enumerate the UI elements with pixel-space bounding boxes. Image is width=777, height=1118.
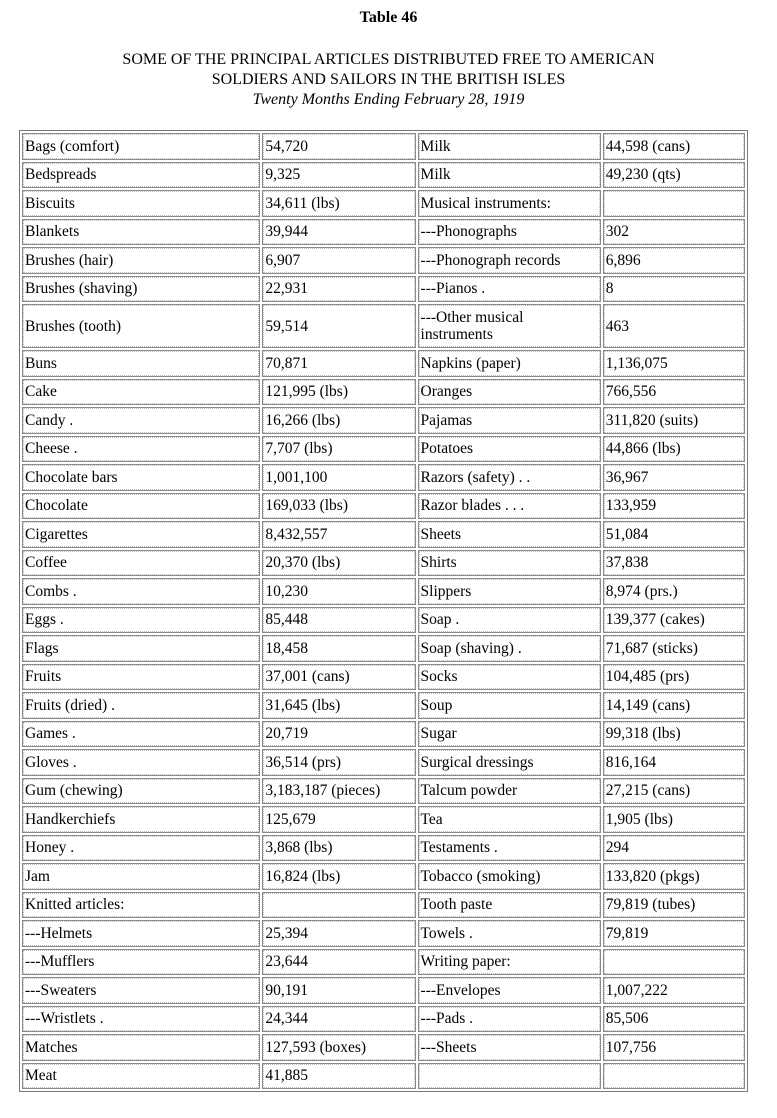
table-row [22, 806, 745, 833]
article-name: Cigarettes [22, 521, 260, 548]
article-name: Combs . [22, 578, 260, 605]
article-quantity: 294 [603, 835, 745, 862]
article-name: Knitted articles: [22, 892, 260, 919]
article-quantity: 24,344 [262, 1006, 415, 1033]
article-quantity [262, 892, 415, 919]
article-quantity: 31,645 (lbs) [262, 692, 415, 719]
article-quantity: 3,868 (lbs) [262, 835, 415, 862]
table-row [22, 350, 745, 377]
article-name: Biscuits [22, 190, 260, 217]
article-quantity: 1,001,100 [262, 464, 415, 491]
article-quantity: 3,183,187 (pieces) [262, 778, 415, 805]
article-quantity: 8,432,557 [262, 521, 415, 548]
table-row [22, 247, 745, 274]
article-name: Towels . [418, 920, 601, 947]
table-row [22, 276, 745, 303]
article-quantity: 34,611 (lbs) [262, 190, 415, 217]
article-quantity: 39,944 [262, 219, 415, 246]
article-name: Tea [418, 806, 601, 833]
table-title: Table 46 [359, 9, 418, 26]
article-quantity: 79,819 (tubes) [603, 892, 745, 919]
table-row [22, 607, 745, 634]
article-name: Surgical dressings [418, 749, 601, 776]
article-name: Shirts [418, 550, 601, 577]
article-quantity: 133,820 (pkgs) [603, 863, 745, 890]
article-quantity: 51,084 [603, 521, 745, 548]
article-quantity: 23,644 [262, 949, 415, 976]
article-quantity: 36,514 (prs) [262, 749, 415, 776]
article-name: Soap . [418, 607, 601, 634]
article-quantity: 139,377 (cakes) [603, 607, 745, 634]
article-quantity: 121,995 (lbs) [262, 379, 415, 406]
article-name: Pajamas [418, 407, 601, 434]
table-row [22, 304, 745, 348]
table-row [22, 550, 745, 577]
article-name: Blankets [22, 219, 260, 246]
table-row [22, 1006, 745, 1033]
article-name: Oranges [418, 379, 601, 406]
table-heading [0, 50, 777, 90]
article-name: ---Helmets [22, 920, 260, 947]
article-name: Candy . [22, 407, 260, 434]
table-row [22, 863, 745, 890]
article-quantity: 85,448 [262, 607, 415, 634]
article-quantity: 22,931 [262, 276, 415, 303]
article-quantity: 79,819 [603, 920, 745, 947]
article-quantity: 54,720 [262, 133, 415, 160]
article-quantity: 463 [603, 304, 745, 348]
article-name: Cake [22, 379, 260, 406]
article-name: Testaments . [418, 835, 601, 862]
heading-line-2: SOLDIERS AND SAILORS IN THE BRITISH ISLES [211, 71, 566, 88]
table-row [22, 493, 745, 520]
article-name: ---Pianos . [418, 276, 601, 303]
article-quantity: 8,974 (prs.) [603, 578, 745, 605]
article-quantity: 8 [603, 276, 745, 303]
article-quantity: 6,907 [262, 247, 415, 274]
article-name: ---Phonographs [418, 219, 601, 246]
article-name: ---Phonograph records [418, 247, 601, 274]
article-name: Milk [418, 162, 601, 189]
article-name: Razor blades . . . [418, 493, 601, 520]
article-name: ---Envelopes [418, 977, 601, 1004]
table-row [22, 892, 745, 919]
article-name: Napkins (paper) [418, 350, 601, 377]
article-name: ---Wristlets . [22, 1006, 260, 1033]
table-row [22, 721, 745, 748]
article-name: Cheese . [22, 436, 260, 463]
article-name: Sugar [418, 721, 601, 748]
article-quantity: 7,707 (lbs) [262, 436, 415, 463]
table-row [22, 977, 745, 1004]
article-name: Razors (safety) . . [418, 464, 601, 491]
article-quantity: 16,824 (lbs) [262, 863, 415, 890]
article-quantity: 311,820 (suits) [603, 407, 745, 434]
article-name: ---Mufflers [22, 949, 260, 976]
article-name: ---Sheets [418, 1034, 601, 1061]
article-quantity: 70,871 [262, 350, 415, 377]
article-quantity: 125,679 [262, 806, 415, 833]
article-name: Buns [22, 350, 260, 377]
article-name: Brushes (shaving) [22, 276, 260, 303]
article-name: Socks [418, 664, 601, 691]
article-quantity: 1,905 (lbs) [603, 806, 745, 833]
article-quantity: 20,370 (lbs) [262, 550, 415, 577]
article-name: Musical instruments: [418, 190, 601, 217]
article-name: Sheets [418, 521, 601, 548]
article-name: Matches [22, 1034, 260, 1061]
article-name: Handkerchiefs [22, 806, 260, 833]
table-row [22, 219, 745, 246]
table-row [22, 1034, 745, 1061]
article-name: Chocolate bars [22, 464, 260, 491]
article-name: Fruits [22, 664, 260, 691]
article-name: Chocolate [22, 493, 260, 520]
article-quantity: 127,593 (boxes) [262, 1034, 415, 1061]
article-name: Potatoes [418, 436, 601, 463]
table-row [22, 835, 745, 862]
article-quantity: 27,215 (cans) [603, 778, 745, 805]
article-quantity [603, 1063, 745, 1090]
article-quantity: 37,838 [603, 550, 745, 577]
table-row [22, 692, 745, 719]
article-quantity: 1,007,222 [603, 977, 745, 1004]
article-quantity: 302 [603, 219, 745, 246]
article-name: Honey . [22, 835, 260, 862]
article-name: Gloves . [22, 749, 260, 776]
article-quantity [603, 949, 745, 976]
table-row [22, 749, 745, 776]
article-name: ---Sweaters [22, 977, 260, 1004]
article-quantity: 44,866 (lbs) [603, 436, 745, 463]
table-row [22, 635, 745, 662]
article-quantity: 90,191 [262, 977, 415, 1004]
article-name: Gum (chewing) [22, 778, 260, 805]
article-name: Games . [22, 721, 260, 748]
article-quantity: 14,149 (cans) [603, 692, 745, 719]
table-row [22, 949, 745, 976]
heading-line-1: SOME OF THE PRINCIPAL ARTICLES DISTRIBUTED FREE TO AMERICAN [122, 51, 655, 68]
article-name: ---Other musical instruments [418, 304, 601, 348]
article-name: Talcum powder [418, 778, 601, 805]
article-quantity: 37,001 (cans) [262, 664, 415, 691]
article-quantity: 9,325 [262, 162, 415, 189]
article-name: Bags (comfort) [22, 133, 260, 160]
article-quantity: 104,485 (prs) [603, 664, 745, 691]
article-name: Soap (shaving) . [418, 635, 601, 662]
article-name: Tooth paste [418, 892, 601, 919]
article-name: Slippers [418, 578, 601, 605]
article-name: Jam [22, 863, 260, 890]
article-name: Brushes (tooth) [22, 304, 260, 348]
article-quantity: 85,506 [603, 1006, 745, 1033]
article-quantity: 41,885 [262, 1063, 415, 1090]
table-row [22, 407, 745, 434]
article-quantity: 816,164 [603, 749, 745, 776]
article-name: Eggs . [22, 607, 260, 634]
article-quantity [603, 190, 745, 217]
article-name: Brushes (hair) [22, 247, 260, 274]
article-name [418, 1063, 601, 1090]
article-quantity: 99,318 (lbs) [603, 721, 745, 748]
article-quantity: 49,230 (qts) [603, 162, 745, 189]
article-quantity: 36,967 [603, 464, 745, 491]
article-name: Coffee [22, 550, 260, 577]
table-row [22, 133, 745, 160]
table-row [22, 778, 745, 805]
article-quantity: 25,394 [262, 920, 415, 947]
articles-table [19, 130, 748, 1092]
article-name: Meat [22, 1063, 260, 1090]
table-row [22, 578, 745, 605]
table-row [22, 1063, 745, 1090]
article-quantity: 107,756 [603, 1034, 745, 1061]
table-row [22, 920, 745, 947]
article-quantity: 16,266 (lbs) [262, 407, 415, 434]
article-quantity: 133,959 [603, 493, 745, 520]
table-subtitle: Twenty Months Ending February 28, 1919 [252, 91, 525, 108]
article-quantity: 71,687 (sticks) [603, 635, 745, 662]
article-quantity: 20,719 [262, 721, 415, 748]
article-quantity: 169,033 (lbs) [262, 493, 415, 520]
table-row [22, 436, 745, 463]
article-quantity: 766,556 [603, 379, 745, 406]
article-quantity: 18,458 [262, 635, 415, 662]
table-row [22, 464, 745, 491]
article-name: Fruits (dried) . [22, 692, 260, 719]
article-name: Bedspreads [22, 162, 260, 189]
table-row [22, 190, 745, 217]
article-name: Writing paper: [418, 949, 601, 976]
article-name: ---Pads . [418, 1006, 601, 1033]
article-name: Tobacco (smoking) [418, 863, 601, 890]
table-row [22, 664, 745, 691]
article-name: Soup [418, 692, 601, 719]
article-quantity: 44,598 (cans) [603, 133, 745, 160]
table-row [22, 379, 745, 406]
article-quantity: 10,230 [262, 578, 415, 605]
article-quantity: 6,896 [603, 247, 745, 274]
article-name: Milk [418, 133, 601, 160]
table-row [22, 521, 745, 548]
article-name: Flags [22, 635, 260, 662]
article-quantity: 1,136,075 [603, 350, 745, 377]
table-row [22, 162, 745, 189]
article-quantity: 59,514 [262, 304, 415, 348]
